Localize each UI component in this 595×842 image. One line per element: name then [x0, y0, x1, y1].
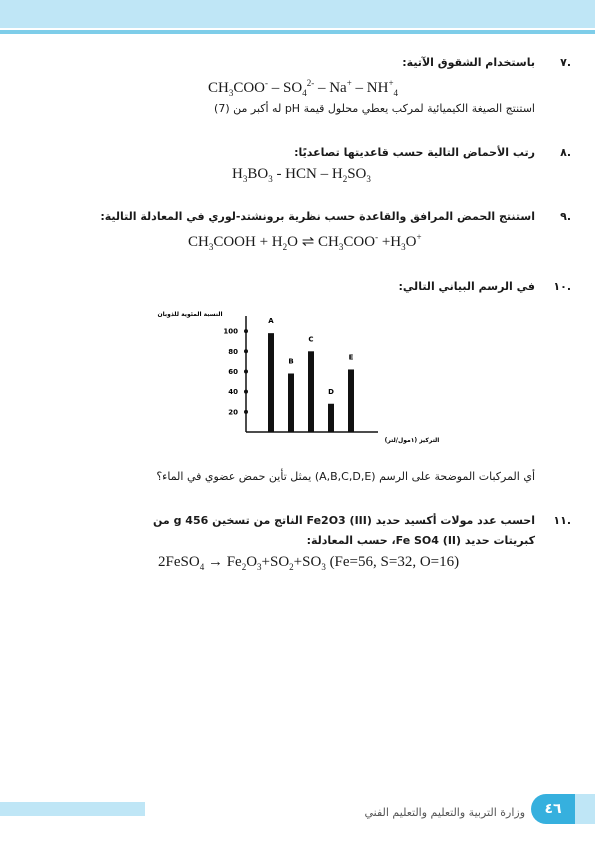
q8-number: .٨	[560, 146, 571, 159]
q8-formula: $H_3BO_3$ - HCN – $H_2SO_3$	[232, 166, 371, 184]
chart-bar-label-E: E	[348, 353, 354, 362]
chart-y-tick-label-4: 100	[223, 327, 238, 336]
q9-formula: $CH_3COOH + H_2O$ ⇌ $CH_3COO^- +H_3O^+$	[188, 232, 422, 252]
chart-y-label: النسبة المئوية للذوبان	[157, 311, 223, 318]
q10-number: .١٠	[553, 280, 571, 293]
chart-bar-label-D: D	[328, 387, 334, 396]
header-rule	[0, 30, 595, 34]
chart-bar-D	[328, 404, 334, 432]
chart-bar-C	[308, 351, 314, 432]
chart-x-label: التركيز (١مول/لتر)	[384, 437, 440, 444]
q7-prompt: باستخدام الشقوق الآتية:	[402, 56, 535, 69]
chart-y-tick-dot-0	[244, 410, 248, 414]
chart-bar-label-A: A	[268, 317, 274, 326]
header-band	[0, 0, 595, 28]
q7-formula: $CH_3COO^- - SO_4^{2-} - Na^+ - NH^+_4$	[208, 78, 399, 98]
chart-y-tick-dot-1	[244, 390, 248, 394]
q11-line1: احسب عدد مولات أكسيد حديد (III) Fe2O3 الناتج من تسخين 456 g من	[153, 514, 535, 527]
q11-equation: 2FeSO$_4$ → $Fe_2O_3+SO_2+SO_3$ (Fe=56, S=32, O=16)	[158, 554, 460, 572]
q7-number: .٧	[560, 56, 571, 69]
chart-bar-E	[348, 369, 354, 432]
q9-prompt: استنتج الحمض المرافق والقاعدة حسب نظرية برونشتد-لوري في المعادلة التالية:	[100, 210, 535, 223]
chart-bar-A	[268, 333, 274, 432]
chart-bar-label-C: C	[308, 335, 314, 344]
chart-y-tick-label-3: 80	[228, 347, 238, 356]
q8-prompt: رتب الأحماض التالية حسب قاعديتها تصاعديًا:	[294, 146, 535, 159]
q9-number: .٩	[560, 210, 571, 223]
footer-ministry: وزارة التربية والتعليم والتعليم الفني	[364, 806, 525, 819]
chart-bar-label-B: B	[288, 357, 294, 366]
q10-prompt: في الرسم البياني التالي:	[398, 280, 535, 293]
chart-y-tick-dot-3	[244, 349, 248, 353]
q7-task: استنتج الصيغة الكيميائية لمركب يعطي محلول قيمة pH له أكبر من (7)	[214, 102, 535, 115]
chart-bar-B	[288, 373, 294, 432]
q11-line2: كبريتات حديد (II) Fe SO4، حسب المعادلة:	[306, 534, 535, 547]
chart-y-tick-label-2: 60	[228, 367, 238, 376]
chart-y-tick-label-1: 40	[228, 388, 238, 397]
q10-question: أي المركبات الموضحة على الرسم (A,B,C,D,E) يمثل تأين حمض عضوي في الماء؟	[156, 470, 535, 483]
chart-y-tick-dot-4	[244, 329, 248, 333]
footer-band	[0, 802, 145, 816]
chart-y-tick-label-0: 20	[228, 408, 238, 417]
chart-y-tick-dot-2	[244, 369, 248, 373]
page-number-badge: ٤٦	[531, 794, 575, 824]
q11-number: .١١	[553, 514, 571, 527]
bar-chart	[150, 300, 460, 450]
